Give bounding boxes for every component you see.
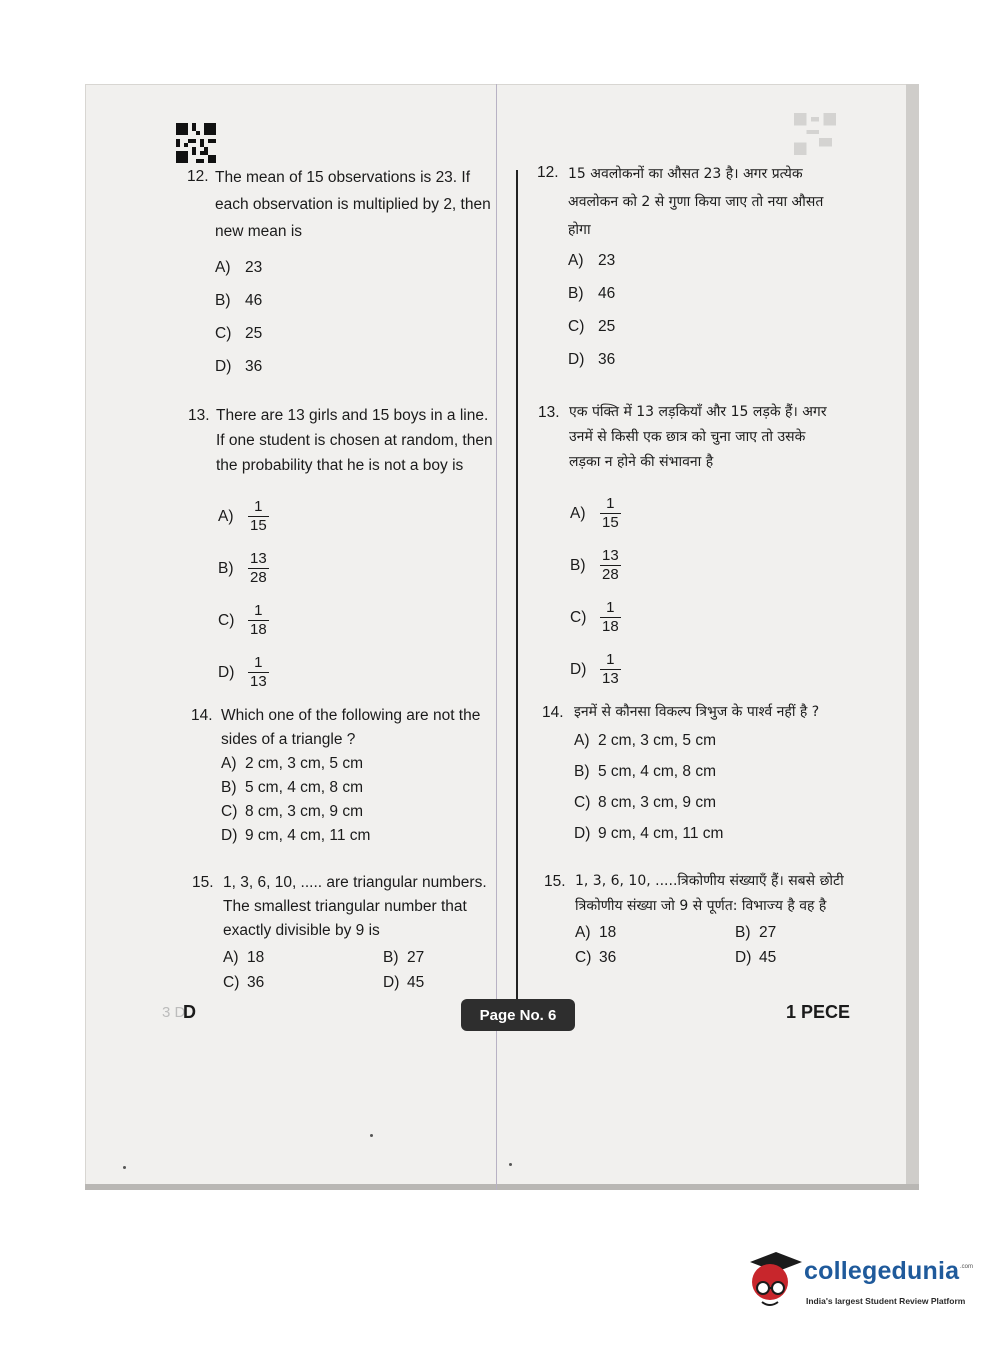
option-b[interactable]: B) 27	[383, 949, 425, 966]
option-d[interactable]: D) $\frac{1}{13}$	[218, 653, 267, 690]
option-d[interactable]: D) 45	[735, 949, 777, 966]
question-number: 12.	[187, 168, 209, 185]
fraction: $\frac{1}{13}$	[250, 653, 267, 690]
option-d[interactable]: D) $\frac{1}{13}$	[570, 650, 619, 687]
question-number: 13.	[538, 404, 560, 421]
fraction: $\frac{1}{18}$	[602, 598, 619, 635]
option-b[interactable]: B) 46	[215, 292, 263, 309]
question-15-english	[192, 871, 504, 995]
option-d[interactable]: D) 36	[215, 358, 263, 375]
fraction: $\frac{1}{15}$	[250, 497, 267, 534]
scan-speck	[123, 1166, 126, 1169]
question-text: The mean of 15 observations is 23. If each observation is multiplied by 2, then new mean is	[215, 169, 491, 240]
scan-speck	[370, 1134, 373, 1137]
option-d[interactable]: D) 36	[568, 351, 616, 368]
option-c[interactable]: C) 25	[215, 325, 263, 342]
fraction: $\frac{13}{28}$	[250, 549, 267, 586]
option-c[interactable]: C) 8 cm, 3 cm, 9 cm	[221, 803, 363, 820]
option-a[interactable]: A) 23	[568, 252, 616, 269]
question-15-hindi	[544, 869, 844, 970]
option-a[interactable]: A) $\frac{1}{15}$	[570, 494, 619, 531]
option-a[interactable]: A) $\frac{1}{15}$	[218, 497, 267, 534]
logo-wordmark: collegedunia	[804, 1257, 960, 1285]
scan-speck	[509, 1163, 512, 1166]
set-letter: D	[183, 1002, 196, 1022]
option-c[interactable]: C) 8 cm, 3 cm, 9 cm	[574, 794, 716, 811]
fraction: $\frac{13}{28}$	[602, 546, 619, 583]
question-text: 1, 3, 6, 10, ..... are triangular numbers. The smallest triangular number that exactly divisible by 9 is	[223, 874, 487, 939]
option-c[interactable]: C) 36	[575, 949, 617, 966]
fraction: $\frac{1}{15}$	[602, 494, 619, 531]
qr-code-icon	[176, 123, 216, 163]
fraction: $\frac{1}{18}$	[250, 601, 267, 638]
option-b[interactable]: B) 27	[735, 924, 777, 941]
fraction: $\frac{1}{13}$	[602, 650, 619, 687]
option-a[interactable]: A) 2 cm, 3 cm, 5 cm	[574, 732, 716, 749]
question-14-english	[191, 704, 501, 848]
option-b[interactable]: B) $\frac{13}{28}$	[218, 549, 267, 586]
faint-qr-code-icon	[794, 110, 836, 158]
page-edge-shadow	[906, 84, 919, 1190]
question-text: इनमें से कौनसा विकल्प त्रिभुज के पार्श्व नहीं है ?	[574, 704, 820, 720]
question-text: There are 13 girls and 15 boys in a line. If one student is chosen at random, then the probability that he is not a boy is	[216, 407, 493, 474]
option-c[interactable]: C) 25	[568, 318, 616, 335]
option-d[interactable]: D) 9 cm, 4 cm, 11 cm	[574, 825, 724, 842]
question-text: 15 अवलोकनों का औसत 23 है। अगर प्रत्येक अवलोकन को 2 से गुणा किया जाए तो नया औसत होगा	[568, 166, 824, 238]
option-b[interactable]: B) 5 cm, 4 cm, 8 cm	[221, 779, 363, 796]
option-c[interactable]: C) 36	[223, 974, 265, 991]
question-text: Which one of the following are not the sides of a triangle ?	[221, 707, 481, 748]
faint-footer-text: 3 D	[162, 1004, 186, 1021]
option-c[interactable]: C) $\frac{1}{18}$	[218, 601, 267, 638]
page-bottom-edge	[85, 1184, 919, 1190]
question-number: 14.	[191, 707, 213, 724]
page-number-badge: Page No. 6	[461, 999, 575, 1031]
option-a[interactable]: A) 2 cm, 3 cm, 5 cm	[221, 755, 363, 772]
column-divider	[516, 170, 518, 1005]
option-a[interactable]: A) 18	[223, 949, 265, 966]
logo-tagline: India's largest Student Review Platform	[806, 1296, 966, 1306]
question-12-english	[187, 164, 497, 383]
question-12-hindi	[537, 160, 837, 376]
question-text: 1, 3, 6, 10, .....त्रिकोणीय संख्याएँ हैं। सबसे छोटी त्रिकोणीय संख्या जो 9 से पूर्णत: विभाज्य है वह है	[575, 873, 844, 914]
question-number: 15.	[192, 874, 214, 891]
question-14-hindi	[542, 700, 842, 849]
logo-suffix: .com	[960, 1264, 974, 1270]
option-a[interactable]: A) 23	[215, 259, 263, 276]
option-c[interactable]: C) $\frac{1}{18}$	[570, 598, 619, 635]
option-b[interactable]: B) $\frac{13}{28}$	[570, 546, 619, 583]
option-d[interactable]: D) 45	[383, 974, 425, 991]
question-number: 14.	[542, 704, 564, 721]
question-number: 15.	[544, 873, 566, 890]
question-number: 13.	[188, 407, 210, 424]
option-b[interactable]: B) 46	[568, 285, 616, 302]
option-b[interactable]: B) 5 cm, 4 cm, 8 cm	[574, 763, 716, 780]
option-a[interactable]: A) 18	[575, 924, 617, 941]
question-13-hindi	[538, 400, 838, 695]
paper-code: 1 PECE	[786, 1002, 851, 1022]
question-number: 12.	[537, 164, 559, 181]
option-d[interactable]: D) 9 cm, 4 cm, 11 cm	[221, 827, 371, 844]
question-text: एक पंक्ति में 13 लड़कियाँ और 15 लड़के हैं। अगर उनमें से किसी एक छात्र को चुना जाए तो उसके लड़का न होने की संभावना है	[569, 404, 827, 470]
question-13-english	[188, 403, 500, 698]
